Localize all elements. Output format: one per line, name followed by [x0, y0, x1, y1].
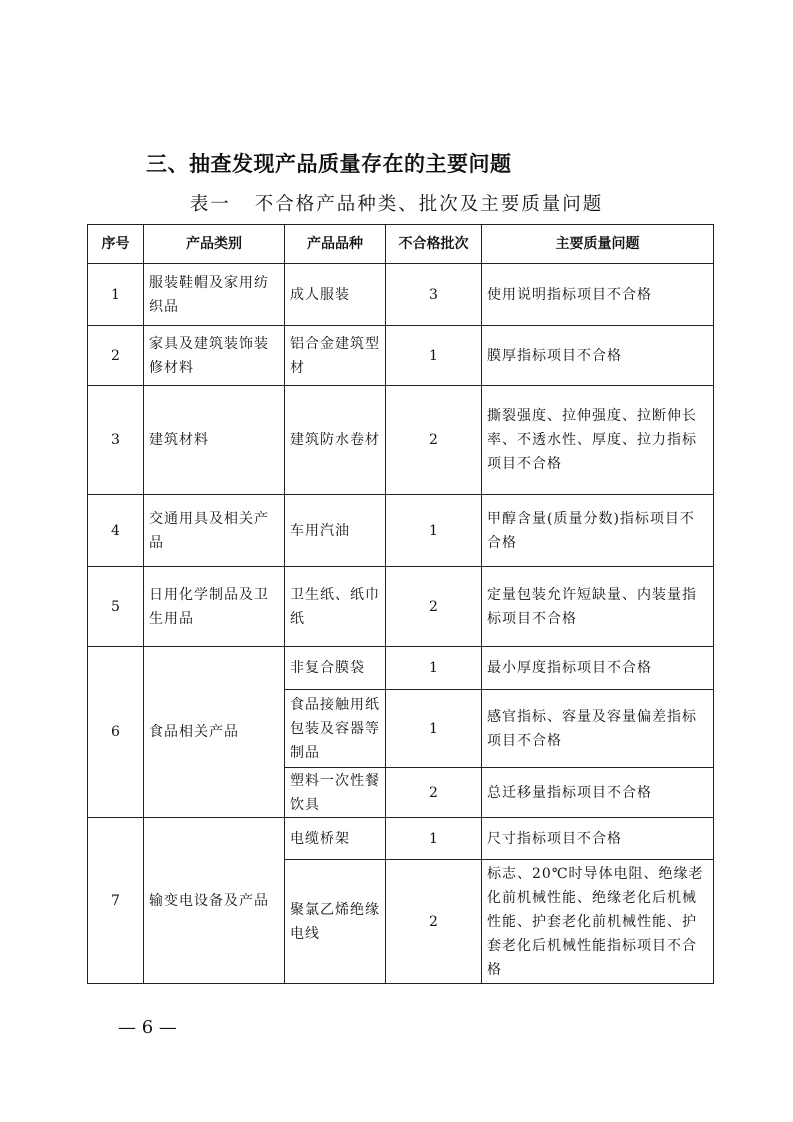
product-variety: 铝合金建筑型材: [285, 326, 386, 386]
table-row: [88, 495, 714, 567]
table-row: [88, 818, 714, 860]
failed-batches: 2: [386, 768, 482, 818]
table-row: [88, 326, 714, 386]
product-variety: 成人服装: [285, 264, 386, 326]
row-index: 5: [88, 567, 144, 647]
failed-batches: 3: [386, 264, 482, 326]
quality-issue: 膜厚指标项目不合格: [482, 326, 714, 386]
nonconforming-products-table: [87, 224, 714, 984]
column-header-variety: 产品品种: [285, 225, 386, 264]
quality-issue: 撕裂强度、拉伸强度、拉断伸长率、不透水性、厚度、拉力指标项目不合格: [482, 386, 714, 495]
product-category: 日用化学制品及卫生用品: [144, 567, 285, 647]
quality-issue: 标志、20℃时导体电阻、绝缘老化前机械性能、绝缘老化后机械性能、护套老化前机械性能、护套老化后机械性能指标项目不合格: [482, 860, 714, 984]
product-category: 服装鞋帽及家用纺织品: [144, 264, 285, 326]
failed-batches: 1: [386, 326, 482, 386]
failed-batches: 1: [386, 495, 482, 567]
product-category: 交通用具及相关产品: [144, 495, 285, 567]
failed-batches: 2: [386, 567, 482, 647]
table-header-row: [88, 225, 714, 264]
column-header-index: 序号: [88, 225, 144, 264]
product-variety: 电缆桥架: [285, 818, 386, 860]
product-variety: 塑料一次性餐饮具: [285, 768, 386, 818]
page-number: — 6 —: [118, 1017, 177, 1038]
product-category: 食品相关产品: [144, 647, 285, 818]
table-title-text: 不合格产品种类、批次及主要质量问题: [254, 194, 604, 215]
row-index: 4: [88, 495, 144, 567]
product-variety: 聚氯乙烯绝缘电线: [285, 860, 386, 984]
row-index: 6: [88, 647, 144, 818]
table-row: [88, 647, 714, 690]
row-index: 3: [88, 386, 144, 495]
table-title: [0, 190, 793, 216]
quality-issue: 最小厚度指标项目不合格: [482, 647, 714, 690]
product-category: 建筑材料: [144, 386, 285, 495]
column-header-issue: 主要质量问题: [482, 225, 714, 264]
failed-batches: 1: [386, 818, 482, 860]
product-category: 输变电设备及产品: [144, 818, 285, 984]
row-index: 7: [88, 818, 144, 984]
quality-issue: 总迁移量指标项目不合格: [482, 768, 714, 818]
quality-issue: 尺寸指标项目不合格: [482, 818, 714, 860]
column-header-category: 产品类别: [144, 225, 285, 264]
product-category: 家具及建筑装饰装修材料: [144, 326, 285, 386]
row-index: 1: [88, 264, 144, 326]
product-variety: 建筑防水卷材: [285, 386, 386, 495]
product-variety: 食品接触用纸包装及容器等制品: [285, 690, 386, 768]
section-heading: 三、抽查发现产品质量存在的主要问题: [146, 152, 512, 176]
quality-issue: 甲醇含量(质量分数)指标项目不合格: [482, 495, 714, 567]
failed-batches: 1: [386, 690, 482, 768]
row-index: 2: [88, 326, 144, 386]
quality-issue: 定量包装允许短缺量、内装量指标项目不合格: [482, 567, 714, 647]
table-row: [88, 567, 714, 647]
table-title-label: 表一: [189, 194, 231, 215]
product-variety: 车用汽油: [285, 495, 386, 567]
failed-batches: 1: [386, 647, 482, 690]
column-header-batches: 不合格批次: [386, 225, 482, 264]
quality-issue: 感官指标、容量及容量偏差指标项目不合格: [482, 690, 714, 768]
failed-batches: 2: [386, 386, 482, 495]
quality-issue: 使用说明指标项目不合格: [482, 264, 714, 326]
table-row: [88, 264, 714, 326]
product-variety: 卫生纸、纸巾纸: [285, 567, 386, 647]
table-row: [88, 386, 714, 495]
product-variety: 非复合膜袋: [285, 647, 386, 690]
failed-batches: 2: [386, 860, 482, 984]
